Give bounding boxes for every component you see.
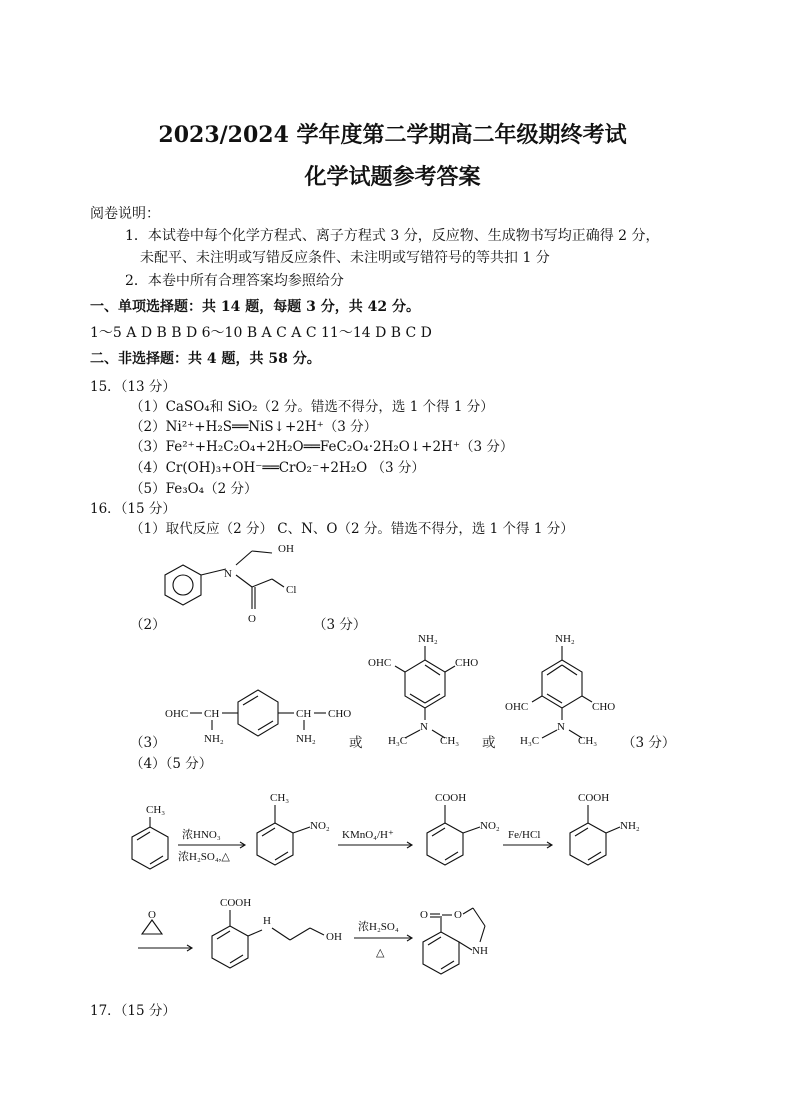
label-ch3-n: CH₃: [270, 792, 290, 804]
q17-heading: 17．（15 分）: [90, 1003, 176, 1019]
label-o-carbonyl: O: [420, 909, 428, 921]
label-o-ring: O: [454, 909, 462, 921]
label-no2-a: NO₂: [310, 820, 330, 832]
label-cooh-c: COOH: [220, 897, 252, 909]
section1-heading: 一、单项选择题：共 14 题，每题 3 分，共 42 分。: [90, 299, 420, 315]
section2-heading: 二、非选择题：共 4 题，共 58 分。: [90, 351, 321, 367]
q15-answer-5: （5）Fe₃O₄（2 分）: [130, 481, 258, 497]
label-nh2-b: NH₂: [296, 733, 316, 745]
label-n: N: [224, 568, 232, 580]
q15-answer-2: （2）Ni²⁺+H₂S══NiS↓+2H⁺（3 分）: [130, 419, 378, 435]
q16-answer-2-score: （3 分）: [313, 617, 367, 633]
instruction-item-1-cont: 未配平、未注明或写错反应条件、未注明或写错符号的等共扣 1 分: [140, 250, 550, 266]
synthesis-row-1: [120, 785, 680, 885]
instruction-item-1: 1．本试卷中每个化学方程式、离子方程式 3 分，反应物、生成物书写均正确得 2 分，: [125, 228, 660, 244]
label-nh: NH: [472, 945, 488, 957]
label-h3c-c: H₃C: [520, 735, 540, 747]
exam-title: 2023/2024 学年度第二学期高二年级期终考试: [158, 122, 627, 148]
instruction-item-2: 2．本卷中所有合理答案均参照给分: [125, 273, 344, 289]
label-cho-c: CHO: [592, 701, 616, 713]
q16-3-structure-a: [160, 680, 350, 750]
q16-answer-4-label: （4）（5 分）: [130, 756, 213, 772]
cond-step1-bottom: 浓H₂SO₄,△: [178, 851, 230, 863]
label-h: H: [263, 915, 271, 927]
label-no2-b: NO₂: [480, 820, 500, 832]
label-n-b: N: [420, 721, 428, 733]
cond-step3: Fe/HCl: [508, 829, 541, 841]
label-ch-b: CH: [296, 708, 312, 720]
q16-heading: 16．（15 分）: [90, 501, 176, 517]
q16-3-structure-c: [500, 630, 630, 750]
label-cooh-a: COOH: [435, 792, 467, 804]
label-nh2-d: NH₂: [555, 633, 575, 645]
label-ch: CH: [204, 708, 220, 720]
q15-answer-3: （3）Fe²⁺+H₂C₂O₄+2H₂O══FeC₂O₄·2H₂O↓+2H⁺（3 分）: [130, 439, 514, 455]
label-nh2-e: NH₂: [620, 820, 640, 832]
q16-answer-3-or-2: 或: [482, 735, 496, 751]
label-n-c: N: [557, 721, 565, 733]
label-o-epoxide: O: [148, 909, 156, 921]
mc-answers: 1～5 A D B B D 6～10 B A C A C 11～14 D B C D: [90, 325, 432, 341]
label-ch3-c: CH₃: [578, 735, 598, 747]
label-ch3-t: CH₃: [146, 804, 166, 816]
cond-step5-top: 浓H₂SO₄: [358, 921, 399, 933]
label-cho-b: CHO: [455, 657, 479, 669]
instructions-heading: 阅卷说明：: [90, 206, 160, 222]
label-cl: Cl: [286, 584, 297, 596]
label-o: O: [248, 613, 256, 625]
label-ohc-c: OHC: [505, 701, 529, 713]
cond-step2: KMnO₄/H⁺: [342, 829, 394, 841]
label-oh-b: OH: [326, 931, 342, 943]
q15-answer-4: （4）Cr(OH)₃+OH⁻══CrO₂⁻+2H₂O （3 分）: [130, 460, 425, 476]
q16-answer-1: （1）取代反应（2 分） C、N、O（2 分。错选不得分，选 1 个得 1 分）: [130, 521, 574, 537]
q16-answer-2-label: （2）: [130, 617, 166, 633]
q16-answer-3-label: （3）: [130, 735, 166, 751]
q15-answer-1: （1）CaSO₄和 SiO₂（2 分。错选不得分，选 1 个得 1 分）: [130, 399, 494, 415]
label-cho: CHO: [328, 708, 352, 720]
label-cooh-b: COOH: [578, 792, 610, 804]
label-h3c-b: H₃C: [388, 735, 408, 747]
label-ohc: OHC: [165, 708, 189, 720]
q15-heading: 15．（13 分）: [90, 379, 176, 395]
label-nh2-c: NH₂: [418, 633, 438, 645]
q16-answer-3-score: （3 分）: [622, 735, 676, 751]
q16-2-structure: [160, 535, 320, 630]
cond-step5-bottom: △: [376, 947, 385, 959]
label-nh2-a: NH₂: [204, 733, 224, 745]
q16-3-structure-b: [360, 630, 490, 750]
label-ohc-b: OHC: [368, 657, 392, 669]
label-ch3-b: CH₃: [440, 735, 460, 747]
q16-answer-3-or-1: 或: [349, 735, 363, 751]
synthesis-row-2: [130, 890, 650, 990]
answer-title: 化学试题参考答案: [304, 164, 481, 190]
cond-step1-top: 浓HNO₃: [182, 829, 221, 841]
label-oh: OH: [278, 543, 294, 555]
